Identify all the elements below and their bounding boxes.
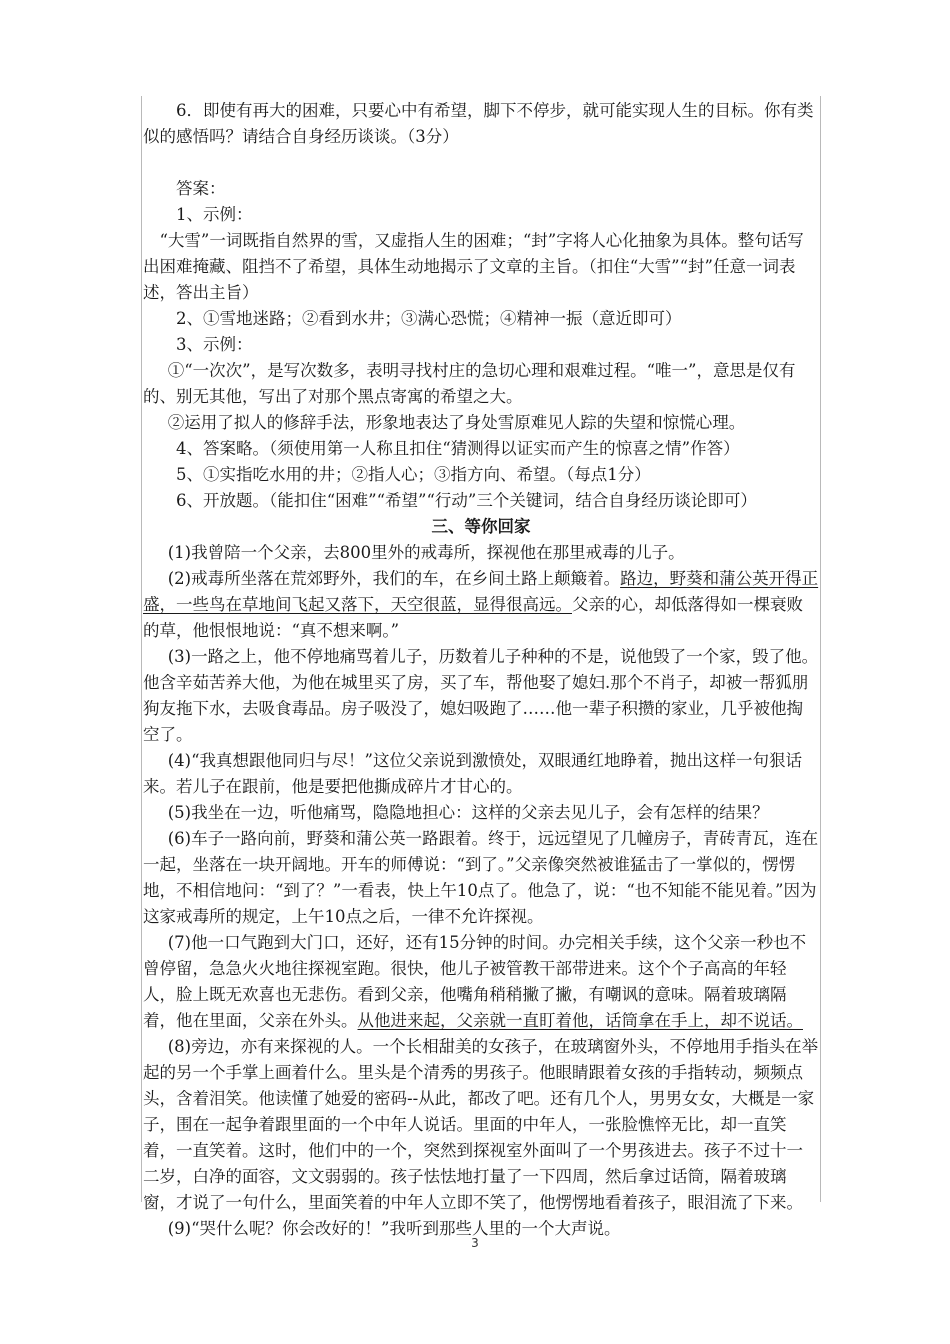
paragraph-3: (3)一路之上，他不停地痛骂着儿子，历数着儿子种种的不是，说他毁了一个家，毁了他。他含辛茹苦养大他，为他在城里买了房，买了车，帮他娶了媳妇.那个不肖子，却被一帮狐朋狗友拖下水，去吸食毒品。房子吸没了，媳妇吸跑了……他一辈子积攒的家业，几乎被他掏空了。 bbox=[143, 647, 819, 744]
paragraph-7-underlined: 从他进来起，父亲就一直盯着他，话筒拿在手上，却不说话。 bbox=[357, 1011, 803, 1030]
paragraph-7-lead: (7)他一口气跑到大门口，还好，还有15分钟的时间。办完相关手续，这个父亲一秒也不曾停留，急急火火地往探视室跑。很快，他儿子被管教干部带进来。这个个子高高的年轻人，脸上既无欢喜也无悲伤。看到父亲，他嘴角稍稍撇了撇，有嘲讽的意味。隔着玻璃隔着，他在里面，父亲在外头。 bbox=[143, 933, 807, 1030]
page-content bbox=[143, 98, 819, 1242]
paragraph-5: (5)我坐在一边，听他痛骂，隐隐地担心：这样的父亲去见儿子，会有怎样的结果？ bbox=[167, 803, 769, 822]
answer-1-text: “大雪”一词既指自然界的雪，又虚指人生的困难；“封”字将人心化抽象为具体。整句话写出困难掩藏、阻挡不了希望，具体生动地揭示了文章的主旨。（扣住“大雪”“封”任意一词表述，答出主旨） bbox=[143, 231, 804, 302]
paragraph-2-lead: (2)戒毒所坐落在荒郊野外，我们的车，在乡间土路上颠簸着。 bbox=[167, 569, 621, 588]
paragraph-2 bbox=[143, 566, 819, 644]
left-margin-line bbox=[141, 96, 142, 1202]
question-6: 6．即使有再大的困难，只要心中有希望，脚下不停步，就可能实现人生的目标。你有类似的感悟吗？请结合自身经历谈谈。（3分） bbox=[143, 101, 814, 146]
answer-4: 4、答案略。（须使用第一人称且扣住“猜测得以证实而产生的惊喜之情”作答） bbox=[176, 439, 740, 458]
paragraph-9: (9)“哭什么呢？你会改好的！”我听到那些人里的一个大声说。 bbox=[167, 1219, 621, 1238]
answers-label: 答案： bbox=[176, 179, 226, 198]
answer-2: 2、①雪地迷路；②看到水井；③满心恐慌；④精神一振（意近即可） bbox=[176, 309, 682, 328]
paragraph-8: (8)旁边，亦有来探视的人。一个长相甜美的女孩子，在玻璃窗外头，不停地用手指头在举起的另一个手掌上画着什么。里头是个清秀的男孩子。他眼睛跟着女孩的手指转动，频频点头，含着泪笑。他读懂了她爱的密码--从此，都改了吧。还有几个人，男男女女，大概是一家子，围在一起争着跟里面的一个中年人说话。里面的中年人，一张脸憔悴无比，却一直笑着，一直笑着。这时，他们中的一个，突然到探视室外面叫了一个男孩进去。孩子不过十一二岁，白净的面容，文文弱弱的。孩子怯怯地打量了一下四周，然后拿过话筒，隔着玻璃窗，才说了一句什么，里面笑着的中年人立即不笑了，他愣愣地看着孩子，眼泪流了下来。 bbox=[143, 1037, 819, 1212]
answer-5: 5、①实指吃水用的井；②指人心；③指方向、希望。（每点1分） bbox=[176, 465, 651, 484]
paragraph-7 bbox=[143, 930, 819, 1034]
section-title: 三、等你回家 bbox=[431, 517, 531, 536]
answer-3-part-1: ①“一次次”，是写次数多，表明寻找村庄的急切心理和艰难过程。“唯一”，意思是仅有的、别无其他，写出了对那个黑点寄寓的希望之大。 bbox=[143, 361, 796, 406]
answer-3-label: 3、示例： bbox=[176, 335, 253, 354]
paragraph-2-underlined: 路边，野葵和蒲公英开得正盛，一些鸟在草地间飞起又落下，天空很蓝，显得很高远。 bbox=[143, 569, 819, 614]
page-number: 3 bbox=[471, 1236, 479, 1250]
answer-3-part-2: ②运用了拟人的修辞手法，形象地表达了身处雪原难见人踪的失望和惊慌心理。 bbox=[167, 413, 746, 432]
paragraph-1: (1)我曾陪一个父亲，去800里外的戒毒所，探视他在那里戒毒的儿子。 bbox=[167, 543, 685, 562]
paragraph-2-tail: 父亲的心，却低落得如一棵衰败的草，他恨恨地说：“真不想来啊。” bbox=[143, 595, 803, 640]
answer-6: 6、开放题。（能扣住“困难”“希望”“行动”三个关键词，结合自身经历谈论即可） bbox=[176, 491, 757, 510]
answer-1-label: 1、示例： bbox=[176, 205, 253, 224]
right-margin-line bbox=[820, 96, 821, 1202]
paragraph-4: (4)“我真想跟他同归与尽！”这位父亲说到激愤处，双眼通红地睁着，抛出这样一句狠话来。若儿子在跟前，他是要把他撕成碎片才甘心的。 bbox=[143, 751, 802, 796]
paragraph-6: (6)车子一路向前，野葵和蒲公英一路跟着。终于，远远望见了几幢房子，青砖青瓦，连在一起，坐落在一块开阔地。开车的师傅说：“到了。”父亲像突然被谁猛击了一掌似的，愣愣地，不相信地问：“到了？”一看表，快上午10点了。他急了，说：“也不知能不能见着。”因为这家戒毒所的规定，上午10点之后，一律不允许探视。 bbox=[143, 829, 819, 926]
